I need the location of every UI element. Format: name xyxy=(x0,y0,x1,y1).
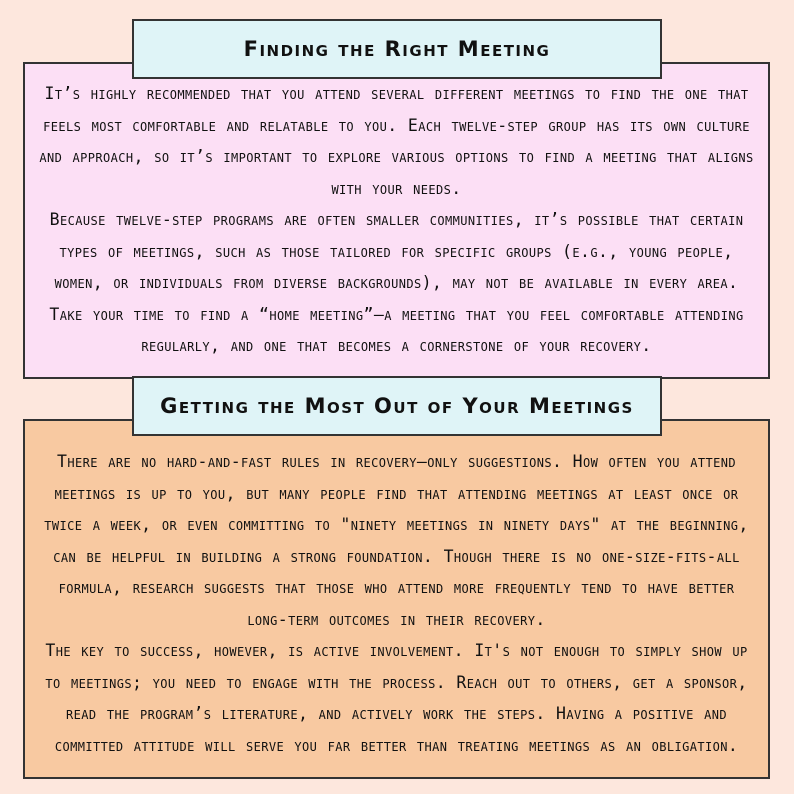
section-1-body xyxy=(25,78,768,362)
section-1-title-box xyxy=(132,19,662,79)
section-2-body xyxy=(25,446,768,761)
section-1-panel xyxy=(23,62,770,379)
section-2-title: Getting the Most Out of Your Meetings xyxy=(160,394,634,418)
section-2-title-box xyxy=(132,376,662,436)
section-2-paragraph-1: There are no hard-and-fast rules in recovery—only suggestions. How often you attend meetings is up to you, but many people find that attending meetings at least once or twice a week, or even committing to "ninety meetings in ninety days" at the beginning, can be helpful in building a strong foundation. Though there is no one-size-fits-all formula, research suggests that those who attend more frequently tend to have better long-term outcomes in their recovery. xyxy=(44,452,749,629)
section-2-panel xyxy=(23,419,770,779)
section-2-paragraph-2: The key to success, however, is active involvement. It's not enough to simply show up to meetings; you need to engage with the process. Reach out to others, get a sponsor, read the program’s literature, and actively work the steps. Having a positive and committed attitude will serve you far better than treating meetings as an obligation. xyxy=(45,641,748,755)
section-1-paragraph-2: Because twelve-step programs are often smaller communities, it’s possible that certain types of meetings, such as those tailored for specific groups (e.g., young people, women, or individuals from diverse backgrounds), may not be available in every area. Take your time to find a “home meeting”—a meeting that you feel comfortable attending regularly, and one that becomes a cornerstone of your recovery. xyxy=(49,210,744,355)
section-1-paragraph-1: It’s highly recommended that you attend several different meetings to find the one that feels most comfortable and relatable to you. Each twelve-step group has its own culture and approach, so it’s important to explore various options to find a meeting that aligns with your needs. xyxy=(39,84,754,198)
section-1-title: Finding the Right Meeting xyxy=(243,37,551,61)
